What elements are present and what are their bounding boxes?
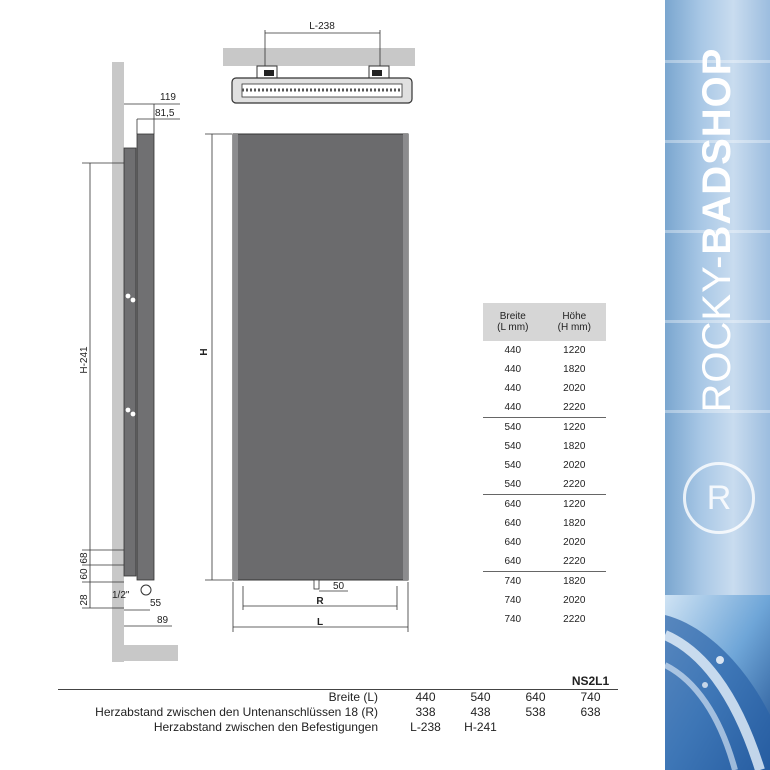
table-row: 540 1820 xyxy=(504,441,586,452)
dim-60: 60 xyxy=(79,568,90,580)
dim-28: 28 xyxy=(79,594,90,606)
table-row: Herzabstand zwischen den Befestigungen L-238 H-241 xyxy=(153,720,497,734)
registered-mark-icon: R xyxy=(683,462,755,534)
top-bracket-left-base xyxy=(264,70,274,76)
brand-banner xyxy=(665,0,770,770)
front-panel-edge-right xyxy=(403,134,408,580)
table-row: 440 1820 xyxy=(504,364,586,375)
size-table xyxy=(483,303,606,629)
pipe-connection xyxy=(141,585,151,595)
dim-68: 68 xyxy=(79,552,90,564)
dim-89: 89 xyxy=(157,615,169,626)
dim-55: 55 xyxy=(150,598,162,609)
model-name: NS2L1 xyxy=(571,674,610,688)
dim-50: 50 xyxy=(333,581,345,592)
brand-logo-text: ROCKY-BADSHOP xyxy=(695,47,739,413)
table-row: 540 1220 xyxy=(483,418,606,438)
dim-h-241: H-241 xyxy=(79,346,90,374)
table-row: 640 1820 xyxy=(504,518,586,529)
table-row: 440 1220 xyxy=(504,345,586,356)
table-row: 640 2020 xyxy=(504,537,586,548)
dim-81-5: 81,5 xyxy=(155,108,175,119)
dim-h-front: H xyxy=(199,348,210,356)
dim-half-inch: 1/2" xyxy=(112,590,130,601)
table-row: 540 2020 xyxy=(504,460,586,471)
mount-point-upper-b xyxy=(131,298,136,303)
table-row: 540 2220 xyxy=(504,479,586,490)
table-row: 640 2220 xyxy=(504,556,586,567)
table-row: 740 1820 xyxy=(483,572,606,592)
dim-r: R xyxy=(316,596,324,607)
table-row: Herzabstand zwischen den Untenanschlüssen 18 (R) 338 438 538 638 xyxy=(95,705,601,719)
mount-point-lower-a xyxy=(126,408,131,413)
floor-strip xyxy=(112,645,178,661)
table-row: 640 1220 xyxy=(483,495,606,515)
table-row: 740 2220 xyxy=(504,614,586,625)
front-panel-edge-left xyxy=(233,134,238,580)
table-row: Breite (L) 440 540 640 740 xyxy=(58,690,618,706)
dim-l-238-top: L-238 xyxy=(309,21,335,32)
spec-table xyxy=(58,674,618,735)
mount-point-upper-a xyxy=(126,294,131,299)
table-row: 440 2020 xyxy=(504,383,586,394)
wall-strip xyxy=(112,62,124,662)
top-bracket-right-base xyxy=(372,70,382,76)
header-hoehe: Höhe (H mm) xyxy=(543,303,606,341)
table-row: 740 2020 xyxy=(504,595,586,606)
dim-119: 119 xyxy=(160,92,176,103)
table-row: 440 2220 xyxy=(504,402,586,413)
bathroom-photo xyxy=(665,595,770,770)
mount-point-lower-b xyxy=(131,412,136,417)
spec-model-row xyxy=(58,674,618,690)
front-pipe-stub-left xyxy=(314,580,319,589)
front-panel xyxy=(233,134,408,580)
dim-l-front: L xyxy=(316,617,324,628)
header-breite: Breite (L mm) xyxy=(483,303,543,341)
side-panel-front xyxy=(137,134,154,580)
side-panel-back xyxy=(124,148,136,576)
top-wall xyxy=(223,48,415,66)
